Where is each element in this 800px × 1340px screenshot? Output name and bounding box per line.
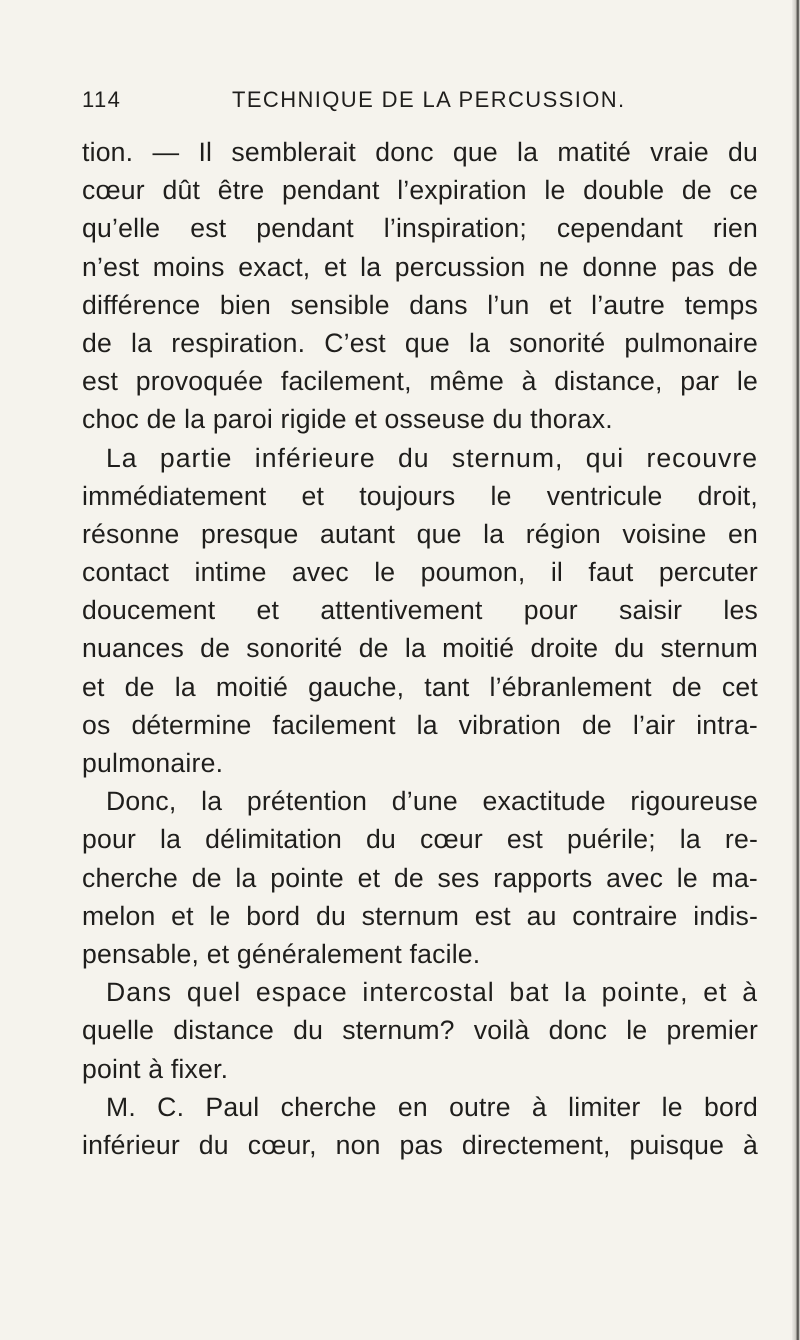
text-line: qu’elle est pendant l’inspiration; cependant rien bbox=[82, 213, 758, 244]
paragraph-start-line: La partie inférieure du sternum, qui recouvre bbox=[106, 442, 758, 473]
text-line: inférieur du cœur, non pas directement, puisque à bbox=[82, 1129, 758, 1160]
paragraph-end-line: pulmonaire. bbox=[82, 748, 224, 778]
paragraph-end-line: choc de la paroi rigide et osseuse du thorax. bbox=[82, 404, 613, 435]
text-line: différence bien sensible dans l’un et l’autre temps bbox=[82, 289, 758, 320]
page-number: 114 bbox=[82, 87, 122, 112]
text-line: immédiatement et toujours le ventricule droit, bbox=[82, 480, 758, 511]
page-header bbox=[82, 82, 702, 118]
text-line: cherche de la pointe et de ses rapports avec le ma- bbox=[82, 862, 758, 893]
text-line: melon et le bord du sternum est au contraire indis- bbox=[82, 900, 758, 931]
text-line: doucement et attentivement pour saisir les bbox=[82, 595, 758, 626]
body-text bbox=[82, 133, 758, 1164]
paragraph-start-line: Donc, la prétention d’une exactitude rigoureuse bbox=[106, 786, 758, 817]
text-line: est provoquée facilement, même à distance, par le bbox=[82, 366, 758, 397]
paragraph-start-line: Dans quel espace intercostal bat la pointe, et à bbox=[106, 977, 758, 1008]
text-line: pour la délimitation du cœur est puérile; la re- bbox=[82, 824, 758, 855]
page-edge-shadow bbox=[792, 0, 800, 1340]
text-line: cœur dût être pendant l’expiration le double de ce bbox=[82, 175, 758, 206]
text-line: nuances de sonorité de la moitié droite du sternum bbox=[82, 633, 758, 664]
text-line: n’est moins exact, et la percussion ne donne pas de bbox=[82, 251, 758, 282]
text-line: quelle distance du sternum? voilà donc le premier bbox=[82, 1015, 758, 1046]
text-line: tion. — Il semblerait donc que la matité vraie du bbox=[82, 137, 758, 167]
text-line: de la respiration. C’est que la sonorité pulmonaire bbox=[82, 327, 758, 358]
text-line: résonne presque autant que la région voisine en bbox=[82, 518, 758, 549]
paragraph-start-line: M. C. Paul cherche en outre à limiter le bord bbox=[106, 1091, 758, 1122]
running-title: TECHNIQUE DE LA PERCUSSION. bbox=[232, 87, 626, 112]
text-line: contact intime avec le poumon, il faut percuter bbox=[82, 557, 758, 588]
text-line: os détermine facilement la vibration de l’air intra- bbox=[82, 709, 758, 740]
text-line: et de la moitié gauche, tant l’ébranlement de cet bbox=[82, 671, 758, 702]
paragraph-end-line: point à fixer. bbox=[82, 1053, 229, 1084]
paragraph-end-line: pensable, et généralement facile. bbox=[82, 938, 481, 969]
